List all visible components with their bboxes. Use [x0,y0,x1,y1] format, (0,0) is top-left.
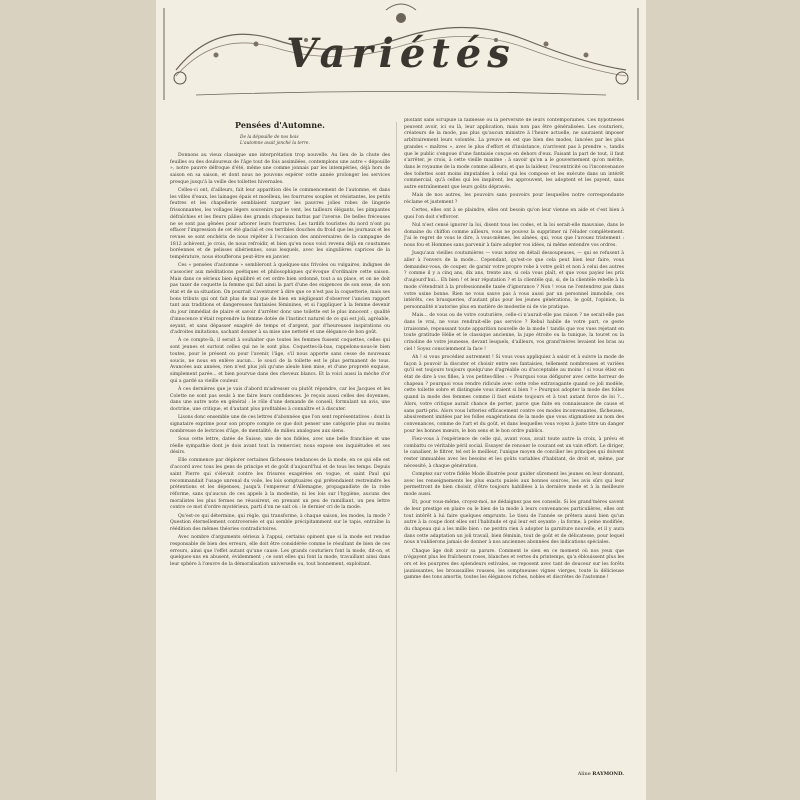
paragraph: Ces « pensées d'automne » sembleront à quelques-uns frivoles ou vulgaires, indignes de s'associer aux méditations poétiques et philosophiques qu'évoque d'ordinaire cette saison. Mais dans ce sérieux bien équilibré et cet ordre bien ordonné, tout a sa place, et on ne doit pas taxer de coquette la femme qui fait ainsi la part d'une des exigences de son sexe, de son état et de sa situation. On pourrait s'aventurer à dire que ce n'est pas la coquetterie, mais ses bons tributs qui ont fait plus de mal que de bien en négligeant d'observer l'ancien rapport tant aux traditions et dangereuses fantaisies féminines, et si l'appliquer à la femme devenir du jour immédiat de plaire et savoir d'arrêter donc une toilette est le plus innocent ; qualité d'innocence n'était reprendre la femme dotée de l'instinct naturel de ce qui est joli, agréable, seyant, et sans dépasser exagéré de temps et d'argent, par d'heureuses inspirations ou d'adroites imitations, sachant donner à sa mise une netteté et une élégance de bon goût. [170,263,390,336]
paragraph: À ce compte-là, il serait à souhaiter que toutes les femmes fussent coquettes, celles qui sont jeunes et surtout celles qui ne le sont plus. Coquettes-là-bas, rappelons-nous-le bien toutes, pour le présent ou pour l'avenir, l'âge, s'il nous apporte sans cesse de nouveaux soucis, ne nous en enlève aucun... le souci de la toilette est le plus permanent de tous. Avancées aux années, rien n'est plus joli qu'une aïeule bien mise, et d'une propreté exquise, simplement parée... et bien pourvue dans des cheveux blancs. Et la voici aussi la mèche d'or qui a gardé sa vieille couleur. [170,338,390,384]
right-column [404,118,624,778]
signature-last-name: RAYMOND. [592,771,624,778]
paragraph: Et, pour vous-même, croyez-moi, ne dédaignez pas ses conseils. Si les grand'mères savent de leur prestige en plaire ou le bien de la mode à leurs convenances particulières, elles ont tout intérêt à lui faire quelques emprunts. Le tissu de l'année se prêtera aussi bien qu'un autre à la coupe dont elles ont l'habitude et qui leur est seyante ; la forme, à peine modifiée, du chapeau qui a les mille bien : ne perdra rien à adopter la garniture nouvelle, et il y aura dans cette adaptation un joli travail, bien féminin, tout de goût et de délicatesse, pour lequel nous n'oublierons jamais de donner à nos anciennes abonnées des indications spéciales. [404,500,624,546]
paragraph: Fiez-vous à l'expérience de celle qui, avant vous, avait toute autre la croix, à prévu et combattu ce véritable péril social. Essayer de renouer le courant est un vain effort. Le diriger, le canaliser, le filtrer, tel est le meilleur, l'unique moyen de concilier les principes qui doivent rester immuables avec les besoins et les goûts variables d'habitant, de droit et, même, par nécessité, à chaque génération. [404,436,624,469]
paragraph: ploitant sans scrupule la faiblesse ou la perversité de leurs contemporaines. Ces hypothèses peuvent avoir, ici ou là, leur application, mais non pas être généralisées. Les couturiers, créateurs de la mode, pas plus qu'aucun ministre à l'heure actuelle, ne sauraient imposer arbitrairement leurs volontés. La preuve en est que bien des modes, lancées par les plus grandes « maîtres », avec le plus d'effort et d'insistance, n'arrivent pas à prendre », tandis que le public s'engoue d'une fantaisie conçue en dehors d'eux. Faisant la part de tout, il faut s'arrêter, je crois, à cette vieille maxime : à savoir qu'on a le gouvernement qu'on mérite, dans le royaume de la mode comme ailleurs, et que la laideur, l'excentricité ou l'inconvenance des toilettes sont moins imputables à celui qui les compose et les exécute dans un intérêt commercial, qu'à celles qui les inspirent, les approuvent, les adoptent et les payent, sans autre entraînement que leurs goûts dépravés. [404,118,624,191]
section-title: Variétés [286,30,516,77]
paragraph: Mais... de vous ou de votre couturière, celle-ci n'aurait-elle pas raison ? ne serait-elle pas dans le vrai, ne vous rendrait-elle pas service ? Rebul habile de votre part, ce geste irraisonné, repoussant toute apparition nouvelle de la mode ! tandis que vos vues rejetant en toute gratitude Hélie et le classique ancienne, la jupe étroite ou la tunique, la touret ou la crinoline de votre jeunesse, devant lesquels, d'ailleurs, vos grand'mères levaient les bras au ciel ! Soyez consciemment la face ! [404,313,624,352]
paragraph: Donnons au vieux classique une interprétation trop nouvelle. Au lieu de la chute des feuilles ou des douloureux de l'âge tout de fois assimilées, contemplons une autre « dépouille », notre pauvre défroque d'été, même une comme jonnais par les intempéries, déjà hors de saison en sa saison, et dont nous ne pouvons espérer cette année prolonger les services presque jusqu'à la veille des toilettes hivernales. [170,153,390,185]
epigraph [240,135,390,146]
section-header [156,0,646,110]
column-divider [396,122,397,772]
paragraph: Mais de nos autres, les pouvoirs sans pouvoirs pour lesquelles notre correspondante réclame et justement ? [404,193,624,205]
paragraph: Lisons donc ensemble une de ces lettres d'abonnées que l'on sent représentatives : dont la signataire exprime pour son propre compte ce que doit penser une catégorie plus ou moins nombreuse de lectrices d'âge, de mentalité, de milieu analogues aux siens. [170,415,390,434]
paragraph: Certes, elles ont à se plaindre, elles ont besoin qu'on leur vienne en aide et c'est bien à quoi l'on doit s'efforcer. [404,208,624,220]
paragraph: Ah ! si vous procédiez autrement ! Si vous vous appliquiez à saisir et à suivre la mode de façon à pouvoir la discuter et choisir entre ses fantaisies, tellement nombreuses et variées qu'il est toujours toujours quelqu'une d'agréable ou d'acceptable au moins ! si vous étiez en état de dire à vos filles, à vos petites-filles : « Pourquoi vous défigurer avec cette horreur de chapeau ? pourquoi vous rendre ridicule avec cette robe extravagante quand ce joli modèle, cette toilette sobre et distinguée vous iraient si bien ? » Pourquoi adopter la mode des folles quand la mode des femmes comme il faut existe toujours et à tout autant force de loi ?... Alors, votre critique aurait chance de porter, parce que faite en connaissance de cause et sans parti-pris. Alors vous lutteriez efficacement contre ces modes inconvenantes, fâcheuses, abusivement imitées par les folles exagérations de la mode que vous stigmatisez au nom des convenances, comme de l'art et du goût, et dans lesquelles vous voyez à juste titre un danger pour les bonnes mœurs, le bon sens et le bon ordre publics. [404,354,624,434]
paragraph: Nul n'est censé ignorer la loi, disent tous les codes, et la loi serait-elle mauvaise, dans le domaine du chiffon comme ailleurs, vous ne pouvez la supprimer ni l'éluder complètement. J'ai le regret de vous le dire, à vous-mêmes, les aînées, qui, vous que l'avouez tristement : nous fou et Hommes sans parvenir à faire adopter vos idées, ni même entendre vos ordres. [404,223,624,249]
signature-first-name: Aline [577,771,591,778]
paragraph: Elle commence par déplorer certaines fâcheuses tendances de la mode, en ce qui elle est d'accord avec tous les gens de principe et de goût d'aujourd'hui et de tous les temps. Depuis saint Pierre qui s'élevait contre les frisures exagérées en vogue, et saint Paul qui recommandait l'usage unrenal du voile, les lois somptuaires qui prétendaient restreindre les prétentions et les dépenses, jusqu'à l'empereur d'Allemagne, propagandiste de la robe réforme, sans qu'aucun de ces appels à la modestie, ni les lois sur l'hygiène, aucuns des moralistes les plus fermes ne réussirent, en prenant un peu de ramilliant, un peu lettre contre ce mot d'ordre mystérieux, parti d'on ne sait où : le dernier cri de la mode. [170,458,390,511]
left-column [170,118,390,778]
magazine-page [156,0,646,800]
paragraph: Chaque âge doit avoir sa parure. Comment le sien en ce moment où nos yeux que n'égayent plus les fraîcheurs roses, blanches et vertes du printemps, qu'a éblouissent plus les ors et les pourpres des splendeurs estivales, se reposent avec tant de douceur sur les forêts jaunissantes, les broussailles rousses, les somptueuses vignes vierges, toute la délicieuse gamme des tons amortis, toutes les élégances riches, nobles et discrètes de l'automne ! [404,548,624,581]
paragraph: À ces dernières que je vais d'abord m'adresser ou plutôt répondre, car les Jacques et les Colette ne sont pas seuls à me faire leurs confidences. Je reçois aussi celles des doyennes, dans une autre note en général : le rôle d'une demande de conseil, formulant un avis, une doctrine, une critique, et d'autant plus profitables à connaître et à discuter. [170,386,390,413]
article-title: Pensées d'Automne. [235,120,325,130]
paragraph: Celles-ci ont, d'ailleurs, fait leur apparition dès le commencement de l'automne, et dans les villes d'eaux, les lainages épais et moelleux, les fourrures souples et résistantes, les petits feutres et les chapellerie semblaient narguer les pauvres jolies robes de lingerie frissonnantes, les vollages légers souvenirs par le vent, les tailleurs élégants, les pimpantes défraîchies et les fleurs pâlies des grands chapeaux battus par l'averse. De belles fréceuses ne se sont pas gênées pour arborer leurs fourrures. Les tardifs touristes du nord n'ont pu effacer l'impression de cet été glacial et ces terribles douches du froid que les journaux et les revues se sont enchéris de nous répéter à l'occasion des anniversaires de la campagne de 1812 achèvent, je crois, de nous refroidir, et bien qu'en nous voici revenu déjà en coustumes boréennes et de pelisses sibériennes, sous lesquels, avec les singulières caprices de la température, nous étoufferons peut-être en janvier. [170,188,390,261]
paragraph: Avec nombre d'arguments sérieux à l'appui, certains opinent que si la mode est rendue responsable de bien des erreurs, elle doit être considérée comme le résultant de bien de ces erreurs, ainsi que l'effet autant qu'une cause. Les grands couturiers font la mode, dit-on, et quelques-uns en abusent, évidemment ; ce sont elles qui font la mode, travaillant ainsi dans leur sphère à l'œuvre de la démoralisation universelle ou, tout bonnement, exploitant. [170,535,390,567]
author-signature [404,771,624,778]
paragraph: Comptez sur votre fidèle Mode illustrée pour guider sûrement les jeunes en leur donnant, avec les renseignements les plus exacts puisés aux bonnes sources, les avis sûrs qui leur permettront de bien choisir, d'être toujours habillées à la dernière mode et à la meilleure mode aussi. [404,471,624,497]
paragraph: Jusqu'aux vieilles coutumières — vous notez en détail dessoupeuses, — qui se refusent à aller à l'envers de la mode... Cependant, qu'est-ce que cela peut bien leur faire, vous demandez-vous, de couper, de garnir votre propre robe à votre goût et non à celui des autres ? comme il y a cinq ans, dix ans, trente ans, si cela vous plaît, et que vous payiez les prix d'aujourd'hui... Eh bien ! et leur réputation ? et la clientèle qui, si, de la clientèle rebelle à la mode s'étendrait à la professionnelle taxée d'ignorance ? Non ! vous ne l'entendrez pas dans votre usine bonne. Rien ne vous sauve pas à vous aussi par un personnel immobile, ces intérêts, ces brusqueries, d'autant plus pour les jeunes générations, le goût, l'opinion, la personnalité n'autorise plus en matière de modestie ni de vie pratique. [404,251,624,310]
epigraph-line: L'automne avait jonché la terre. [240,140,310,146]
paragraph: Sous cette lettre, datée de Suisse, une de nos fidèles, avec une belle franchise et une réelle sympathie dont je dois avant tout la remercier, nous expose ses inquiétudes et ses désirs. [170,436,390,456]
epigraph-line: De la dépouille de nos bois [240,135,299,140]
paragraph: Qu'est-ce qui détermine, qui règle, qui transforme, à chaque saison, les modes, la mode ? Question éternellement controversée et qui semble précipitamment sur le tapis, entraîne la réédition des mêmes théories contradictoires. [170,513,390,532]
